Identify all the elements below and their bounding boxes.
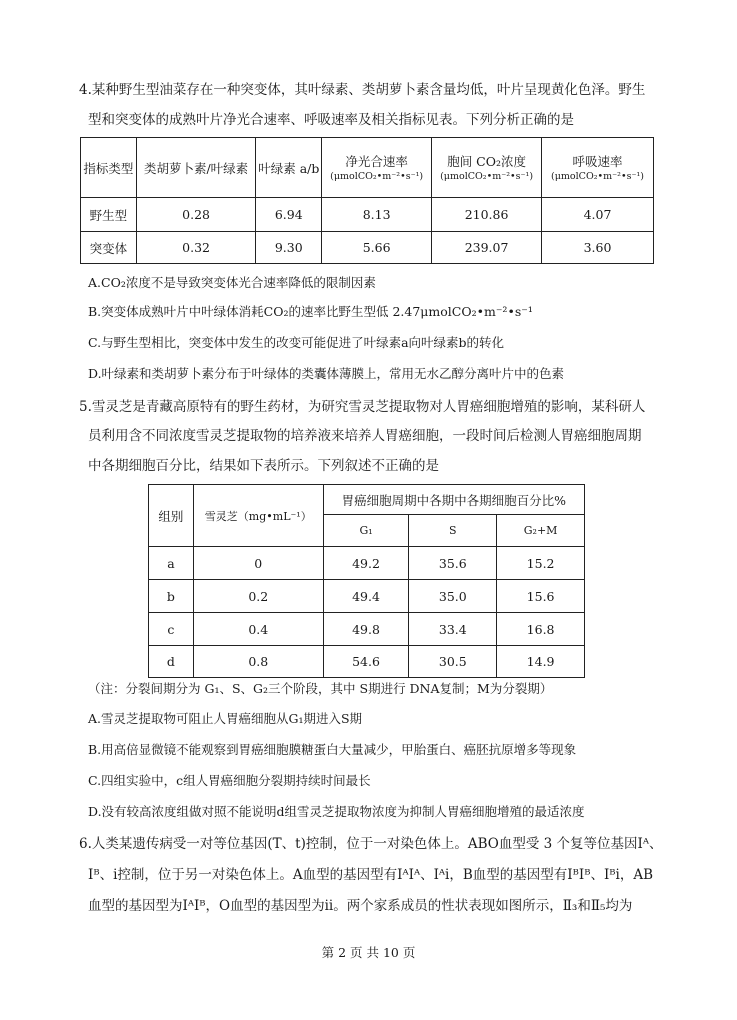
q5-stem-line-3: 中各期细胞百分比，结果如下表所示。下列叙述不正确的是 <box>88 458 439 474</box>
q5-option-a: A.雪灵芝提取物可阻止人胃癌细胞从G₁期进入S期 <box>88 711 363 726</box>
q4-header-net-photosynthesis <box>322 138 432 198</box>
q6-stem-line-2: Iᴮ、i控制，位于另一对染色体上。A血型的基因型有IᴬIᴬ、Iᴬi，B血型的基因型有IᴮIᴮ、Iᴮi，AB <box>88 867 654 883</box>
q4-stem-line-2: 型和突变体的成熟叶片净光合速率、呼吸速率及相关指标见表。下列分析正确的是 <box>88 112 574 128</box>
q5-option-d: D.没有较高浓度组做对照不能说明d组雪灵芝提取物浓度为抑制人胃癌细胞增殖的最适浓度 <box>88 804 585 819</box>
q5-cell: 35.6 <box>409 547 497 580</box>
q5-header-cell-cycle: 胃癌细胞周期中各期中各期细胞百分比% <box>323 485 584 515</box>
q5-cell: 49.4 <box>323 580 409 613</box>
q5-cell: 14.9 <box>497 646 585 678</box>
q4-stem-line-1: 4.某种野生型油菜存在一种突变体，其叶绿素、类胡萝卜素含量均低，叶片呈现黄化色泽。野生 <box>79 82 646 98</box>
q5-cell: c <box>149 613 194 646</box>
q4-cell: 4.07 <box>542 198 654 232</box>
q4-header-respiration <box>542 138 654 198</box>
q5-header-g1: G₁ <box>323 515 409 547</box>
q5-header-s: S <box>409 515 497 547</box>
table-row <box>149 646 585 678</box>
q5-header-concentration: 雪灵芝（mg•mL⁻¹） <box>193 485 323 547</box>
q4-cell: 突变体 <box>81 232 137 264</box>
q4-header-intercellular-co2 <box>432 138 542 198</box>
q5-cell: b <box>149 580 194 613</box>
q5-cell: 49.2 <box>323 547 409 580</box>
q4-cell: 0.32 <box>136 232 256 264</box>
q4-header-indicator: 指标类型 <box>81 138 137 198</box>
q6-stem-line-3: 血型的基因型为IᴬIᴮ，O血型的基因型为ii。两个家系成员的性状表现如图所示，Ⅱ₃和Ⅱ₅均为 <box>88 898 633 914</box>
q4-cell: 210.86 <box>432 198 542 232</box>
q4-cell: 5.66 <box>322 232 432 264</box>
q5-option-b: B.用高倍显微镜不能观察到胃癌细胞膜糖蛋白大量减少，甲胎蛋白、癌胚抗原增多等现象 <box>88 742 577 757</box>
q5-stem-line-2: 员利用含不同浓度雪灵芝提取物的培养液来培养人胃癌细胞，一段时间后检测人胃癌细胞周期 <box>88 428 642 444</box>
q5-cell: 54.6 <box>323 646 409 678</box>
q4-option-b: B.突变体成熟叶片中叶绿体消耗CO₂的速率比野生型低 2.47μmolCO₂•m⁻²•s⁻¹ <box>88 304 533 319</box>
table-row <box>149 613 585 646</box>
q5-header-group: 组别 <box>149 485 194 547</box>
page-footer: 第 2 页 共 10 页 <box>321 945 416 960</box>
q4-cell: 9.30 <box>256 232 322 264</box>
q4-cell: 0.28 <box>136 198 256 232</box>
q4-unit-respiration: (μmolCO₂•m⁻²•s⁻¹) <box>551 170 644 182</box>
q4-header-respiration-label: 呼吸速率 <box>572 153 623 169</box>
q5-stem-line-1: 5.雪灵芝是青藏高原特有的野生药材，为研究雪灵芝提取物对人胃癌细胞增殖的影响，某科研人 <box>79 399 646 415</box>
q5-cell: 49.8 <box>323 613 409 646</box>
q5-cell: 35.0 <box>409 580 497 613</box>
q5-cell: 0 <box>193 547 323 580</box>
q5-cell: 16.8 <box>497 613 585 646</box>
q5-note: （注：分裂间期分为 G₁、S、G₂三个阶段，其中 S期进行 DNA复制；M为分裂期） <box>88 681 553 696</box>
q4-option-c: C.与野生型相比，突变体中发生的改变可能促进了叶绿素a向叶绿素b的转化 <box>88 335 505 350</box>
q4-header-net-photosynthesis-label: 净光合速率 <box>345 153 408 169</box>
q4-header-chlorophyll-ab: 叶绿素 a/b <box>256 138 322 198</box>
q5-cell: 15.2 <box>497 547 585 580</box>
q4-option-d: D.叶绿素和类胡萝卜素分布于叶绿体的类囊体薄膜上，常用无水乙醇分离叶片中的色素 <box>88 366 565 381</box>
q5-cell: 0.4 <box>193 613 323 646</box>
q4-cell: 8.13 <box>322 198 432 232</box>
table-row <box>81 198 654 232</box>
q5-cell: a <box>149 547 194 580</box>
table-row <box>81 232 654 264</box>
q5-cell: d <box>149 646 194 678</box>
q4-cell: 野生型 <box>81 198 137 232</box>
q4-unit-net-photosynthesis: (μmolCO₂•m⁻²•s⁻¹) <box>330 170 424 182</box>
table-row <box>149 580 585 613</box>
table-row <box>149 547 585 580</box>
q4-option-a: A.CO₂浓度不是导致突变体光合速率降低的限制因素 <box>88 275 376 290</box>
q5-option-c: C.四组实验中，c组人胃癌细胞分裂期持续时间最长 <box>88 773 371 788</box>
q5-cell: 0.2 <box>193 580 323 613</box>
q4-cell: 3.60 <box>542 232 654 264</box>
q4-table <box>80 137 654 264</box>
q5-cell: 15.6 <box>497 580 585 613</box>
q5-table <box>148 484 585 678</box>
q5-cell: 0.8 <box>193 646 323 678</box>
q6-stem-line-1: 6.人类某遗传病受一对等位基因(T、t)控制，位于一对染色体上。ABO血型受 3 个复等位基因Iᴬ、 <box>79 836 663 852</box>
q4-header-intercellular-co2-label: 胞间 CO₂浓度 <box>447 153 526 169</box>
q4-cell: 6.94 <box>256 198 322 232</box>
q4-header-carotenoid-ratio: 类胡萝卜素/叶绿素 <box>136 138 256 198</box>
q5-cell: 33.4 <box>409 613 497 646</box>
q5-cell: 30.5 <box>409 646 497 678</box>
q5-header-g2m: G₂+M <box>497 515 585 547</box>
q4-cell: 239.07 <box>432 232 542 264</box>
q4-unit-intercellular-co2: (μmolCO₂•m⁻²•s⁻¹) <box>440 170 534 182</box>
